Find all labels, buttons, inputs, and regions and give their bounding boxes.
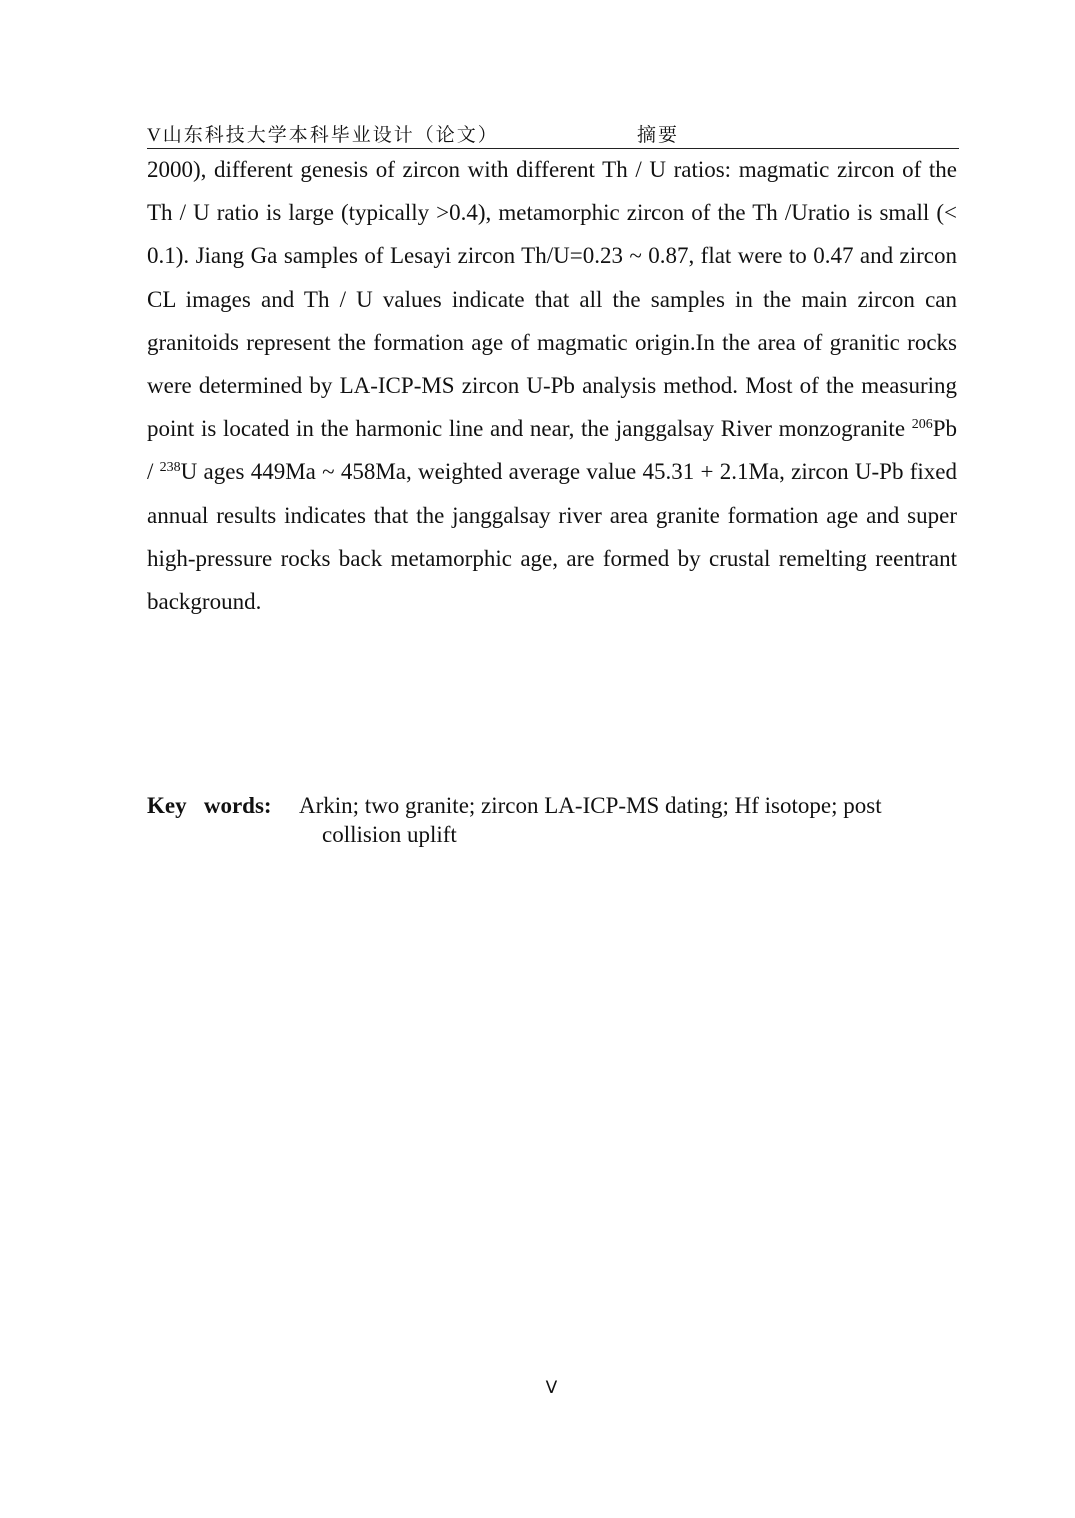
- abstract-text-part3: U ages 449Ma ~ 458Ma, weighted average value 45.31 + 2.1Ma, zircon U-Pb fixed annual results indicates that the janggalsay river area granite formation age and super high-pressure rocks back metamorphic age, are formed by crustal remelting reentrant background.: [147, 459, 958, 615]
- page-number: V: [545, 1378, 558, 1398]
- header-section-title: 摘要: [637, 125, 680, 146]
- abstract-paragraph: [147, 148, 957, 623]
- abstract-text-part2: Pb /: [147, 416, 957, 485]
- header-thesis-title: V山东科技大学本科毕业设计（论文）: [147, 125, 499, 146]
- keywords-block: [147, 791, 957, 849]
- superscript-238: 238: [159, 460, 181, 476]
- page-header: [147, 118, 959, 149]
- keywords-line1: Arkin; two granite; zircon LA-ICP-MS dating; Hf isotope; post: [299, 793, 882, 818]
- superscript-206: 206: [911, 417, 933, 433]
- keywords-line2: collision uplift: [322, 822, 457, 847]
- abstract-text-part1: 2000), different genesis of zircon with different Th / U ratios: magmatic zircon of the Th / U ratio is large (typically >0.4), metamorphic zircon of the Th /Uratio is small (< 0.1). Jiang Ga samples of Lesayi zircon Th/U=0.23 ~ 0.87, flat were to 0.47 and zircon CL images and Th / U values indicate that all the samples in the main zircon can granitoids represent the formation age of magmatic origin.In the area of granitic rocks were determined by LA-ICP-MS zircon U-Pb analysis method. Most of the measuring point is located in the harmonic line and near, the janggalsay River monzogranite: [147, 157, 957, 442]
- abstract-body: [147, 148, 957, 623]
- keywords-label: Key words:: [147, 793, 272, 818]
